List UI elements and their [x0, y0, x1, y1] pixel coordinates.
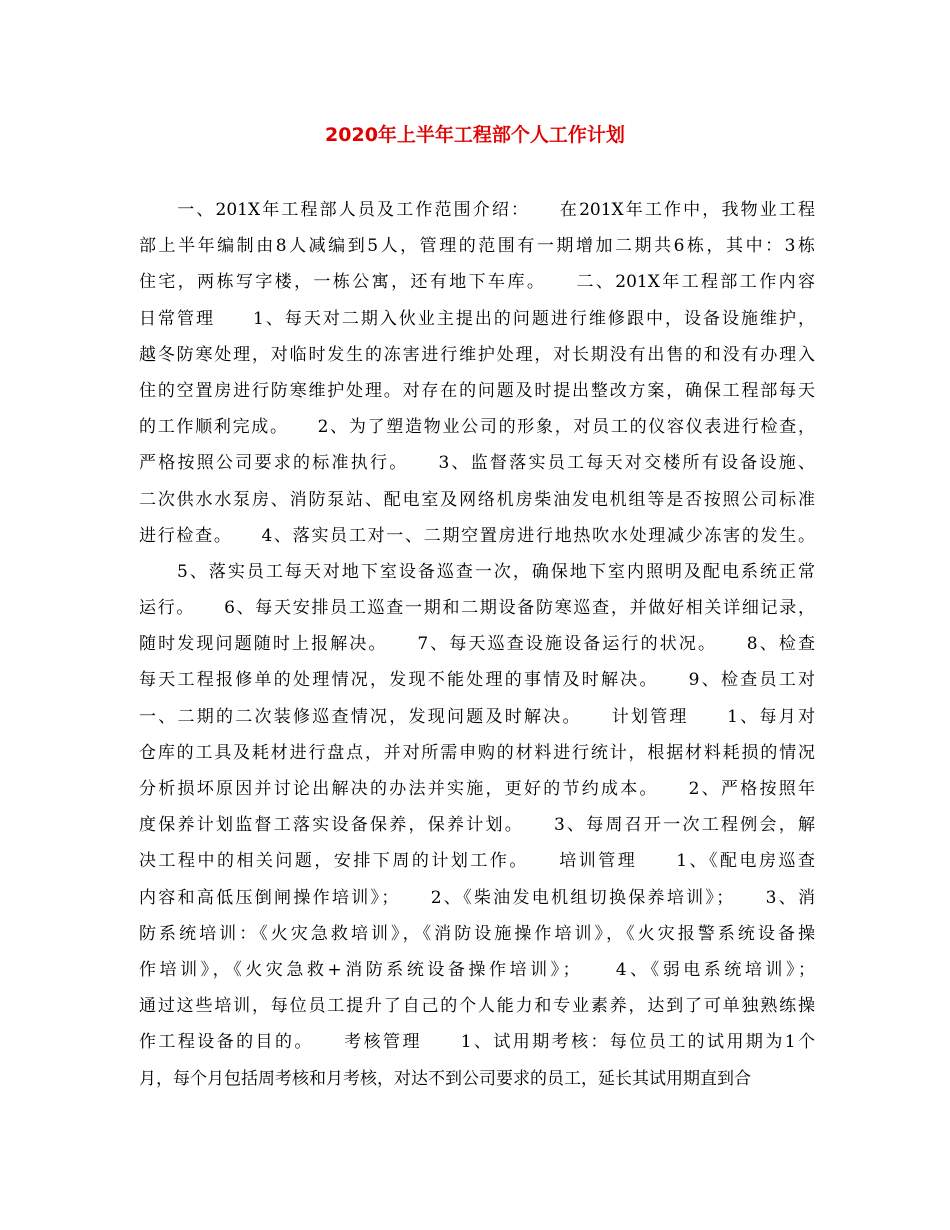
body-line: 的工作顺利完成。 2、为了塑造物业公司的形象，对员工的仪容仪表进行检查，	[139, 417, 815, 438]
body-line: 部上半年编制由8人减编到5人，管理的范围有一期增加二期共6栋，其中：3栋	[139, 236, 815, 257]
body-line: 严格按照公司要求的标准执行。 3、监督落实员工每天对交楼所有设备设施、	[139, 453, 815, 474]
body-line: 月，每个月包括周考核和月考核，对达不到公司要求的员工，延长其试用期直到合	[139, 1068, 751, 1089]
body-line: 一、201X年工程部人员及工作范围介绍： 在201X年工作中，我物业工程	[139, 200, 815, 220]
body-line: 作培训》，《火灾急救+消防系统设备操作培训》； 4、《弱电系统培训》；	[139, 959, 815, 980]
body-line: 越冬防寒处理，对临时发生的冻害进行维护处理，对长期没有出售的和没有办理入	[139, 344, 815, 365]
body-line: 防系统培训：《火灾急救培训》，《消防设施操作培训》，《火灾报警系统设备操	[139, 923, 815, 944]
body-line: 每天工程报修单的处理情况，发现不能处理的事情及时解决。 9、检查员工对	[139, 670, 815, 691]
body-line: 作工程设备的目的。 考核管理 1、试用期考核：每位员工的试用期为1个	[139, 1032, 815, 1053]
body-line: 随时发现问题随时上报解决。 7、每天巡查设施设备运行的状况。 8、检查	[139, 634, 815, 655]
body-line: 住宅，两栋写字楼，一栋公寓，还有地下车库。 二、201X年工程部工作内容	[139, 272, 815, 293]
body-line: 住的空置房进行防寒维护处理。对存在的问题及时提出整改方案，确保工程部每天	[139, 380, 815, 401]
body-line: 通过这些培训，每位员工提升了自己的个人能力和专业素养，达到了可单独熟练操	[139, 996, 815, 1017]
body-line: 二次供水水泵房、消防泵站、配电室及网络机房柴油发电机组等是否按照公司标准	[139, 489, 815, 510]
body-line: 进行检查。 4、落实员工对一、二期空置房进行地热吹水处理减少冻害的发生。	[139, 525, 815, 546]
body-line: 5、落实员工每天对地下室设备巡查一次，确保地下室内照明及配电系统正常	[139, 561, 815, 582]
body-line: 度保养计划监督工落实设备保养，保养计划。 3、每周召开一次工程例会，解	[139, 815, 815, 836]
body-line: 日常管理 1、每天对二期入伙业主提出的问题进行维修跟中，设备设施维护，	[139, 308, 815, 329]
body-line: 运行。 6、每天安排员工巡查一期和二期设备防寒巡查，并做好相关详细记录，	[139, 598, 815, 619]
document-body	[139, 192, 815, 1097]
document-title: 2020年上半年工程部个人工作计划	[325, 124, 625, 146]
body-line: 仓库的工具及耗材进行盘点，并对所需申购的材料进行统计，根据材料耗损的情况	[139, 742, 815, 763]
body-line: 一、二期的二次装修巡查情况，发现问题及时解决。 计划管理 1、每月对	[139, 706, 815, 727]
body-line: 分析损坏原因并讨论出解决的办法并实施，更好的节约成本。 2、严格按照年	[139, 779, 815, 799]
body-line: 决工程中的相关问题，安排下周的计划工作。 培训管理 1、《配电房巡查	[139, 851, 815, 872]
body-line: 内容和高低压倒闸操作培训》； 2、《柴油发电机组切换保养培训》； 3、消	[139, 887, 815, 908]
